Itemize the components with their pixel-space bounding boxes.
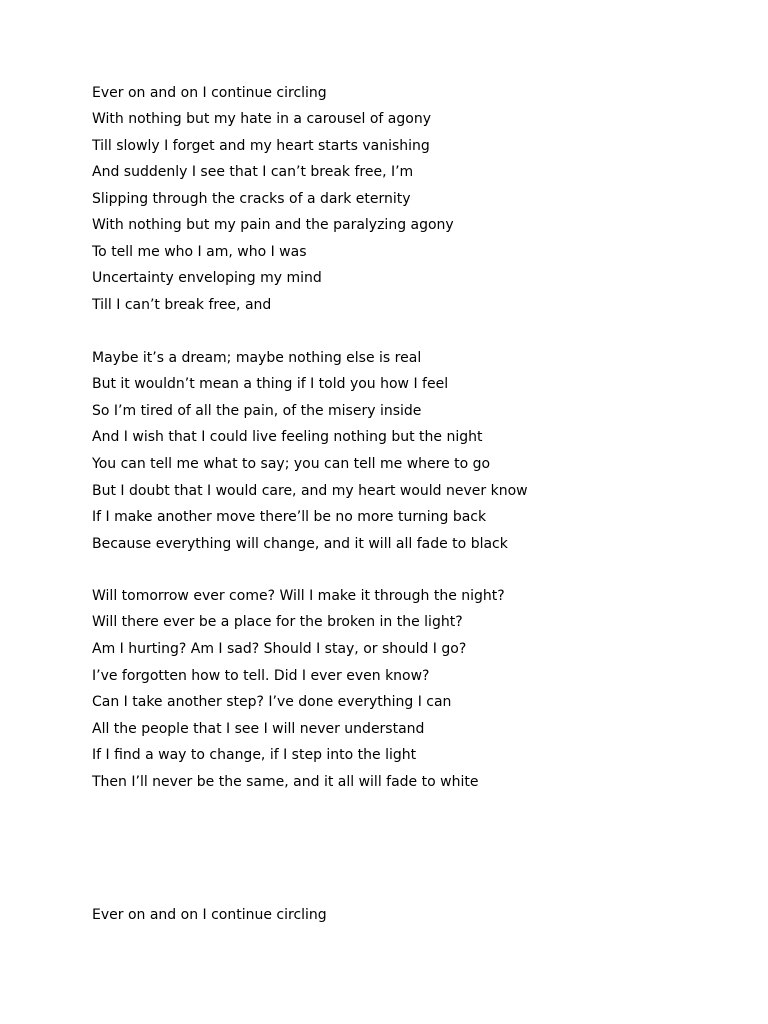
lyric-line: To tell me who I am, who I was (92, 244, 307, 260)
lyric-line: If I find a way to change, if I step into the light (92, 747, 417, 763)
lyric-line: Till slowly I forget and my heart starts vanishing (92, 138, 430, 154)
lyric-line: Maybe it’s a dream; maybe nothing else is real (92, 350, 422, 366)
lyric-line: If I make another move there’ll be no more turning back (92, 509, 487, 525)
lyric-line: And suddenly I see that I can’t break free, I’m (92, 164, 414, 180)
lyric-line: Till I can’t break free, and (92, 297, 272, 313)
lyric-line: Am I hurting? Am I sad? Should I stay, or should I go? (92, 641, 467, 657)
lyric-line: Ever on and on I continue circling (92, 907, 327, 923)
lyric-line: Uncertainty enveloping my mind (92, 270, 322, 286)
lyric-line: But it wouldn’t mean a thing if I told you how I feel (92, 376, 449, 392)
lyric-line: With nothing but my pain and the paralyzing agony (92, 217, 454, 233)
lyric-line: You can tell me what to say; you can tell me where to go (92, 456, 491, 472)
lyric-line: But I doubt that I would care, and my heart would never know (92, 483, 528, 499)
lyric-line: So I’m tired of all the pain, of the misery inside (92, 403, 422, 419)
lyric-line: I’ve forgotten how to tell. Did I ever even know? (92, 668, 430, 684)
lyric-line: Slipping through the cracks of a dark eternity (92, 191, 411, 207)
lyric-line: Then I’ll never be the same, and it all will fade to white (92, 774, 479, 790)
lyric-line: Will there ever be a place for the broken in the light? (92, 614, 463, 630)
lyric-line: Because everything will change, and it will all fade to black (92, 536, 508, 552)
lyric-line: Can I take another step? I’ve done everything I can (92, 694, 452, 710)
lyric-line: All the people that I see I will never understand (92, 721, 425, 737)
lyric-line: With nothing but my hate in a carousel of agony (92, 111, 432, 127)
lyric-line: And I wish that I could live feeling nothing but the night (92, 429, 483, 445)
lyric-line: Will tomorrow ever come? Will I make it through the night? (92, 588, 505, 604)
lyric-line: Ever on and on I continue circling (92, 85, 327, 101)
